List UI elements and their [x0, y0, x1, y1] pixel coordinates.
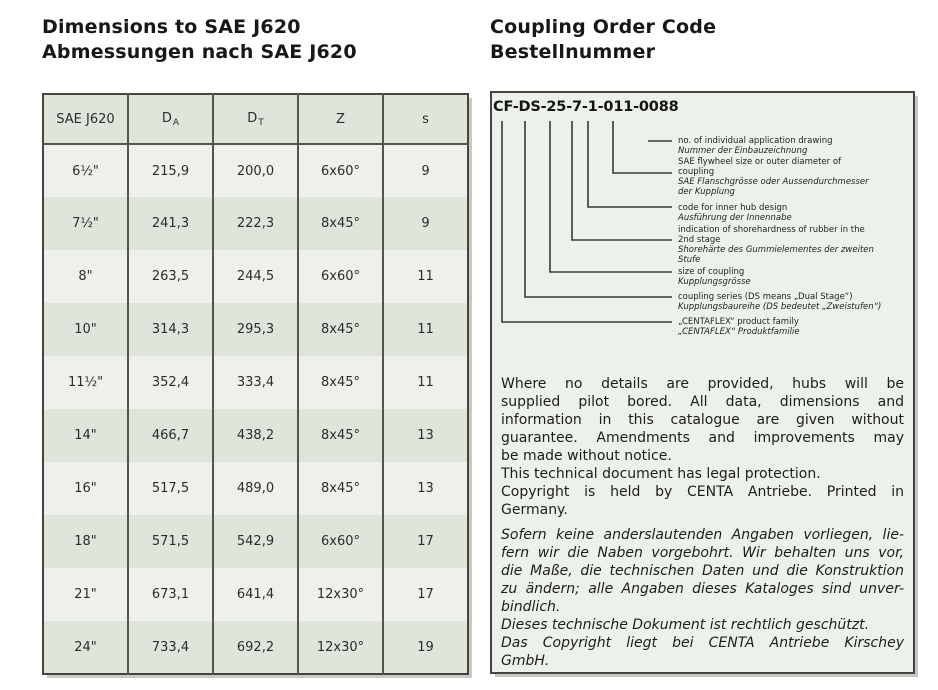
table-header-row: [43, 94, 468, 144]
table-cell: 466,7: [128, 409, 213, 462]
label-line-de: Nummer der Einbauzeichnung: [678, 146, 808, 156]
order-code-panel: [490, 91, 915, 674]
order-code-label: [678, 292, 908, 312]
table-cell: 333,4: [213, 356, 298, 409]
table-cell: 241,3: [128, 197, 213, 250]
legal-text-line: zu ändern; alle Angaben dieses Kataloges sind unver-: [501, 581, 904, 597]
table-cell: 352,4: [128, 356, 213, 409]
dimensions-title-de: Abmessungen nach SAE J620: [42, 41, 357, 63]
label-line-de: der Kupplung: [678, 187, 735, 197]
table-cell: 6x60°: [298, 515, 383, 568]
order-code-label: [678, 225, 908, 265]
table-cell: 17: [383, 568, 468, 621]
table-cell: 314,3: [128, 303, 213, 356]
table-row: [43, 409, 468, 462]
table-cell: 13: [383, 409, 468, 462]
table-cell: 200,0: [213, 144, 298, 197]
table-cell: 12x30°: [298, 568, 383, 621]
label-line-en: coupling series (DS means „Dual Stage“): [678, 292, 853, 302]
connector-shorehardness: [572, 121, 672, 240]
sae-dimensions-table: [42, 93, 469, 675]
legal-text-line: supplied pilot bored. All data, dimensions and: [501, 394, 904, 410]
label-line-en: „CENTAFLEX“ product family: [678, 317, 799, 327]
table-cell: 24": [43, 621, 128, 674]
table-cell: 542,9: [213, 515, 298, 568]
label-line-de: Ausführung der Innennabe: [678, 213, 792, 223]
column-header: Z: [298, 94, 383, 144]
legal-text-line: die Maße, die technischen Daten und die Konstruktion: [501, 563, 904, 579]
table-row: [43, 303, 468, 356]
label-line-en: size of coupling: [678, 267, 745, 277]
table-cell: 8x45°: [298, 462, 383, 515]
table-cell: 244,5: [213, 250, 298, 303]
label-line-en: no. of individual application drawing: [678, 136, 833, 146]
table-cell: 571,5: [128, 515, 213, 568]
table-cell: 692,2: [213, 621, 298, 674]
legal-text-line: GmbH.: [501, 653, 550, 669]
label-line-de: Kupplungsbaureihe (DS bedeutet „Zweistufen“): [678, 302, 882, 312]
table-row: [43, 621, 468, 674]
order-code-label: [678, 203, 908, 223]
table-cell: 7½": [43, 197, 128, 250]
table-cell: 489,0: [213, 462, 298, 515]
label-line-en: 2nd stage: [678, 235, 721, 245]
legal-text-line: Dieses technische Dokument ist rechtlich geschützt.: [501, 617, 870, 633]
table-row: [43, 462, 468, 515]
connector-product-family: [502, 121, 672, 322]
table-cell: 10": [43, 303, 128, 356]
legal-notice-de: [501, 526, 904, 670]
table-cell: 733,4: [128, 621, 213, 674]
table-cell: 19: [383, 621, 468, 674]
table-cell: 673,1: [128, 568, 213, 621]
order-code-title-de: Bestellnummer: [490, 41, 656, 63]
label-line-de: Stufe: [678, 255, 701, 265]
order-code-label: [678, 317, 908, 337]
table-cell: 11: [383, 303, 468, 356]
table-cell: 12x30°: [298, 621, 383, 674]
table-cell: 263,5: [128, 250, 213, 303]
order-code-label: [678, 267, 908, 287]
table-row: [43, 197, 468, 250]
table-cell: 21": [43, 568, 128, 621]
table-cell: 438,2: [213, 409, 298, 462]
table-cell: 11½": [43, 356, 128, 409]
table-cell: 14": [43, 409, 128, 462]
table-cell: 295,3: [213, 303, 298, 356]
legal-text-line: Sofern keine anderslautenden Angaben vorliegen, lie-: [501, 527, 904, 543]
order-code-value: CF-DS-25-7-1-011-0088: [493, 99, 679, 115]
label-line-en: indication of shorehardness of rubber in the: [678, 225, 865, 235]
table-row: [43, 144, 468, 197]
legal-text-line: Das Copyright liegt bei CENTA Antriebe Kirschey: [501, 635, 904, 651]
table-cell: 18": [43, 515, 128, 568]
order-code-title-en: Coupling Order Code: [490, 16, 717, 38]
order-code-label: [678, 136, 908, 156]
table-cell: 9: [383, 144, 468, 197]
legal-text-line: bindlich.: [501, 599, 561, 615]
legal-text-line: Germany.: [501, 502, 568, 518]
legal-text-line: Where no details are provided, hubs will be: [501, 376, 904, 392]
table-cell: 16": [43, 462, 128, 515]
legal-text-line: Copyright is held by CENTA Antriebe. Printed in: [501, 484, 904, 500]
table-cell: 9: [383, 197, 468, 250]
table-cell: 6x60°: [298, 144, 383, 197]
connector-size-of-coupling: [550, 121, 672, 272]
table-cell: 6x60°: [298, 250, 383, 303]
table-cell: 8x45°: [298, 303, 383, 356]
table-cell: 6½": [43, 144, 128, 197]
table-row: [43, 568, 468, 621]
column-header: $D_A$: [128, 94, 213, 144]
table-cell: 8x45°: [298, 197, 383, 250]
table-cell: 8x45°: [298, 409, 383, 462]
table-cell: 13: [383, 462, 468, 515]
connector-inner-hub: [588, 121, 672, 207]
dimensions-section-title: [42, 15, 357, 65]
table-row: [43, 250, 468, 303]
label-line-en: SAE flywheel size or outer diameter of: [678, 157, 842, 167]
legal-text-line: be made without notice.: [501, 448, 672, 464]
column-header: SAE J620: [43, 94, 128, 144]
legal-text-line: This technical document has legal protection.: [501, 466, 821, 482]
legal-notice-en: [501, 375, 904, 519]
column-header: s: [383, 94, 468, 144]
table-cell: 17: [383, 515, 468, 568]
table-cell: 222,3: [213, 197, 298, 250]
connector-flywheel-size: [613, 121, 672, 173]
order-code-section-title: [490, 15, 716, 65]
label-line-de: Kupplungsgrösse: [678, 277, 751, 287]
table-row: [43, 515, 468, 568]
label-line-de: „CENTAFLEX“ Produktfamilie: [678, 327, 800, 337]
table-cell: 11: [383, 250, 468, 303]
table-cell: 11: [383, 356, 468, 409]
label-line-de: SAE Flanschgrösse oder Aussendurchmesser: [678, 177, 869, 187]
order-code-label: [678, 157, 908, 197]
legal-text-line: guarantee. Amendments and improvements may: [501, 430, 904, 446]
table-cell: 641,4: [213, 568, 298, 621]
dimensions-title-en: Dimensions to SAE J620: [42, 16, 301, 38]
label-line-en: coupling: [678, 167, 715, 177]
label-line-de: Shorehärte des Gummielementes der zweiten: [678, 245, 874, 255]
table-cell: 8x45°: [298, 356, 383, 409]
legal-text-line: fern wir die Naben vorgebohrt. Wir behalten uns vor,: [501, 545, 904, 561]
table-cell: 215,9: [128, 144, 213, 197]
table-cell: 517,5: [128, 462, 213, 515]
column-header: $D_T$: [213, 94, 298, 144]
label-line-en: code for inner hub design: [678, 203, 788, 213]
connector-coupling-series: [525, 121, 672, 297]
table-row: [43, 356, 468, 409]
table-cell: 8": [43, 250, 128, 303]
legal-text-line: information in this catalogue are given without: [501, 412, 904, 428]
